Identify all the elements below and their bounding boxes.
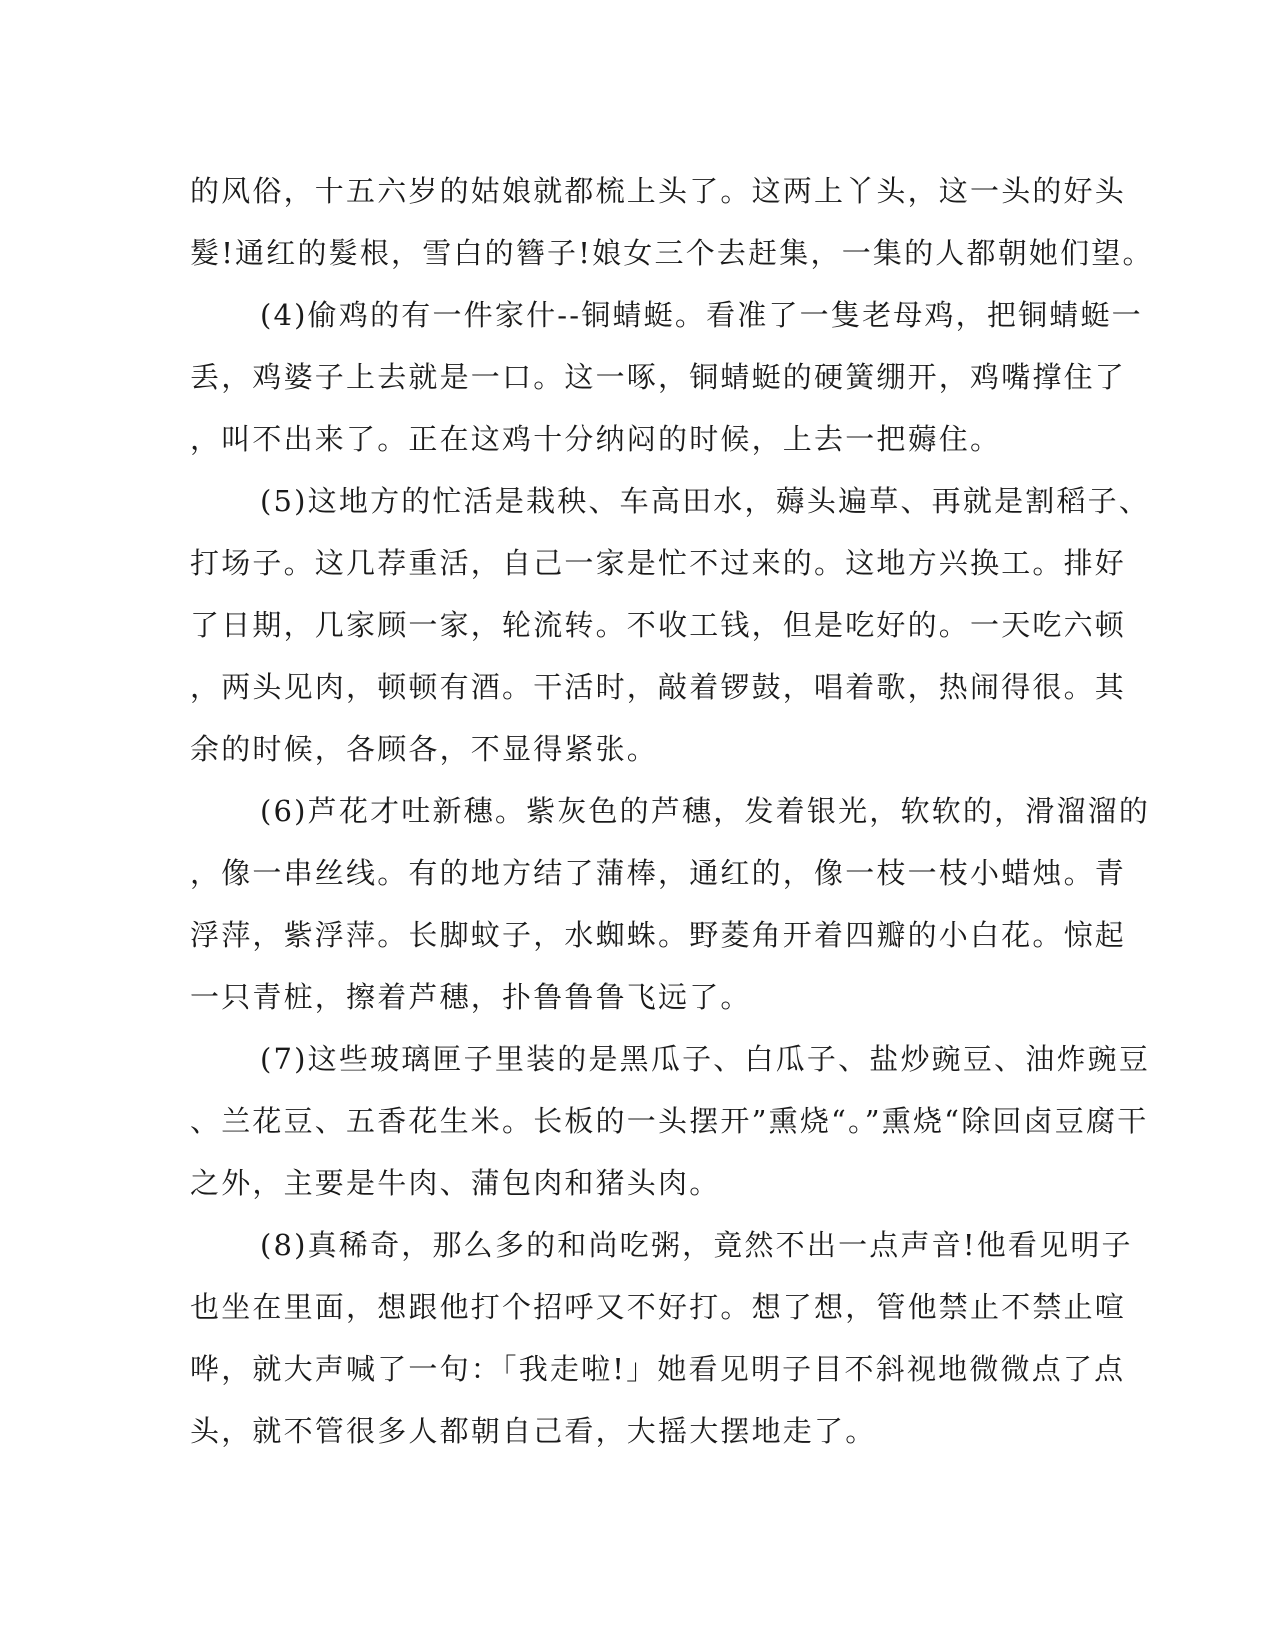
text-line: 、兰花豆、五香花生米。长板的一头摆开”熏烧“。”熏烧“除回卤豆腐干	[190, 1104, 1149, 1138]
text-line: 的风俗，十五六岁的姑娘就都梳上头了。这两上丫头，这一头的好头	[190, 174, 1127, 208]
text-line: 一只青桩，擦着芦穗，扑鲁鲁鲁飞远了。	[190, 980, 752, 1014]
text-line: 浮萍，紫浮萍。长脚蚊子，水蜘蛛。野菱角开着四瓣的小白花。惊起	[190, 918, 1127, 952]
text-line: 之外，主要是牛肉、蒲包肉和猪头肉。	[190, 1166, 721, 1200]
paragraph-start-5: (5)这地方的忙活是栽秧、车高田水，薅头遍草、再就是割稻子、	[260, 484, 1151, 518]
text-line: ，叫不出来了。正在这鸡十分纳闷的时候，上去一把薅住。	[190, 422, 1002, 456]
text-line: 髮!通红的髮根，雪白的簪子!娘女三个去赶集，一集的人都朝她们望。	[190, 236, 1154, 270]
text-line: 丢，鸡婆子上去就是一口。这一啄，铜蜻蜓的硬簧绷开，鸡嘴撑住了	[190, 360, 1127, 394]
paragraph-start-7: (7)这些玻璃匣子里装的是黑瓜子、白瓜子、盐炒豌豆、油炸豌豆	[260, 1042, 1151, 1076]
paragraph-start-6: (6)芦花才吐新穗。紫灰色的芦穗，发着银光，软软的，滑溜溜的	[260, 794, 1151, 828]
text-line: 了日期，几家顾一家，轮流转。不收工钱，但是吃好的。一天吃六顿	[190, 608, 1127, 642]
text-line: 打场子。这几荐重活，自己一家是忙不过来的。这地方兴换工。排好	[190, 546, 1127, 580]
text-line: ，像一串丝线。有的地方结了蒲棒，通红的，像一枝一枝小蜡烛。青	[190, 856, 1127, 890]
text-line: 也坐在里面，想跟他打个招呼又不好打。想了想，管他禁止不禁止喧	[190, 1290, 1127, 1324]
paragraph-start-4: (4)偷鸡的有一件家什--铜蜻蜓。看准了一隻老母鸡，把铜蜻蜓一	[260, 298, 1143, 332]
text-line: ，两头见肉，顿顿有酒。干活时，敲着锣鼓，唱着歌，热闹得很。其	[190, 670, 1127, 704]
text-line: 哗，就大声喊了一句：「我走啦!」她看见明子目不斜视地微微点了点	[190, 1352, 1126, 1386]
text-line: 头，就不管很多人都朝自己看，大摇大摆地走了。	[190, 1414, 877, 1448]
paragraph-start-8: (8)真稀奇，那么多的和尚吃粥，竟然不出一点声音!他看见明子	[260, 1228, 1133, 1262]
document-body	[190, 160, 1154, 1462]
text-line: 余的时候，各顾各，不显得紧张。	[190, 732, 659, 766]
